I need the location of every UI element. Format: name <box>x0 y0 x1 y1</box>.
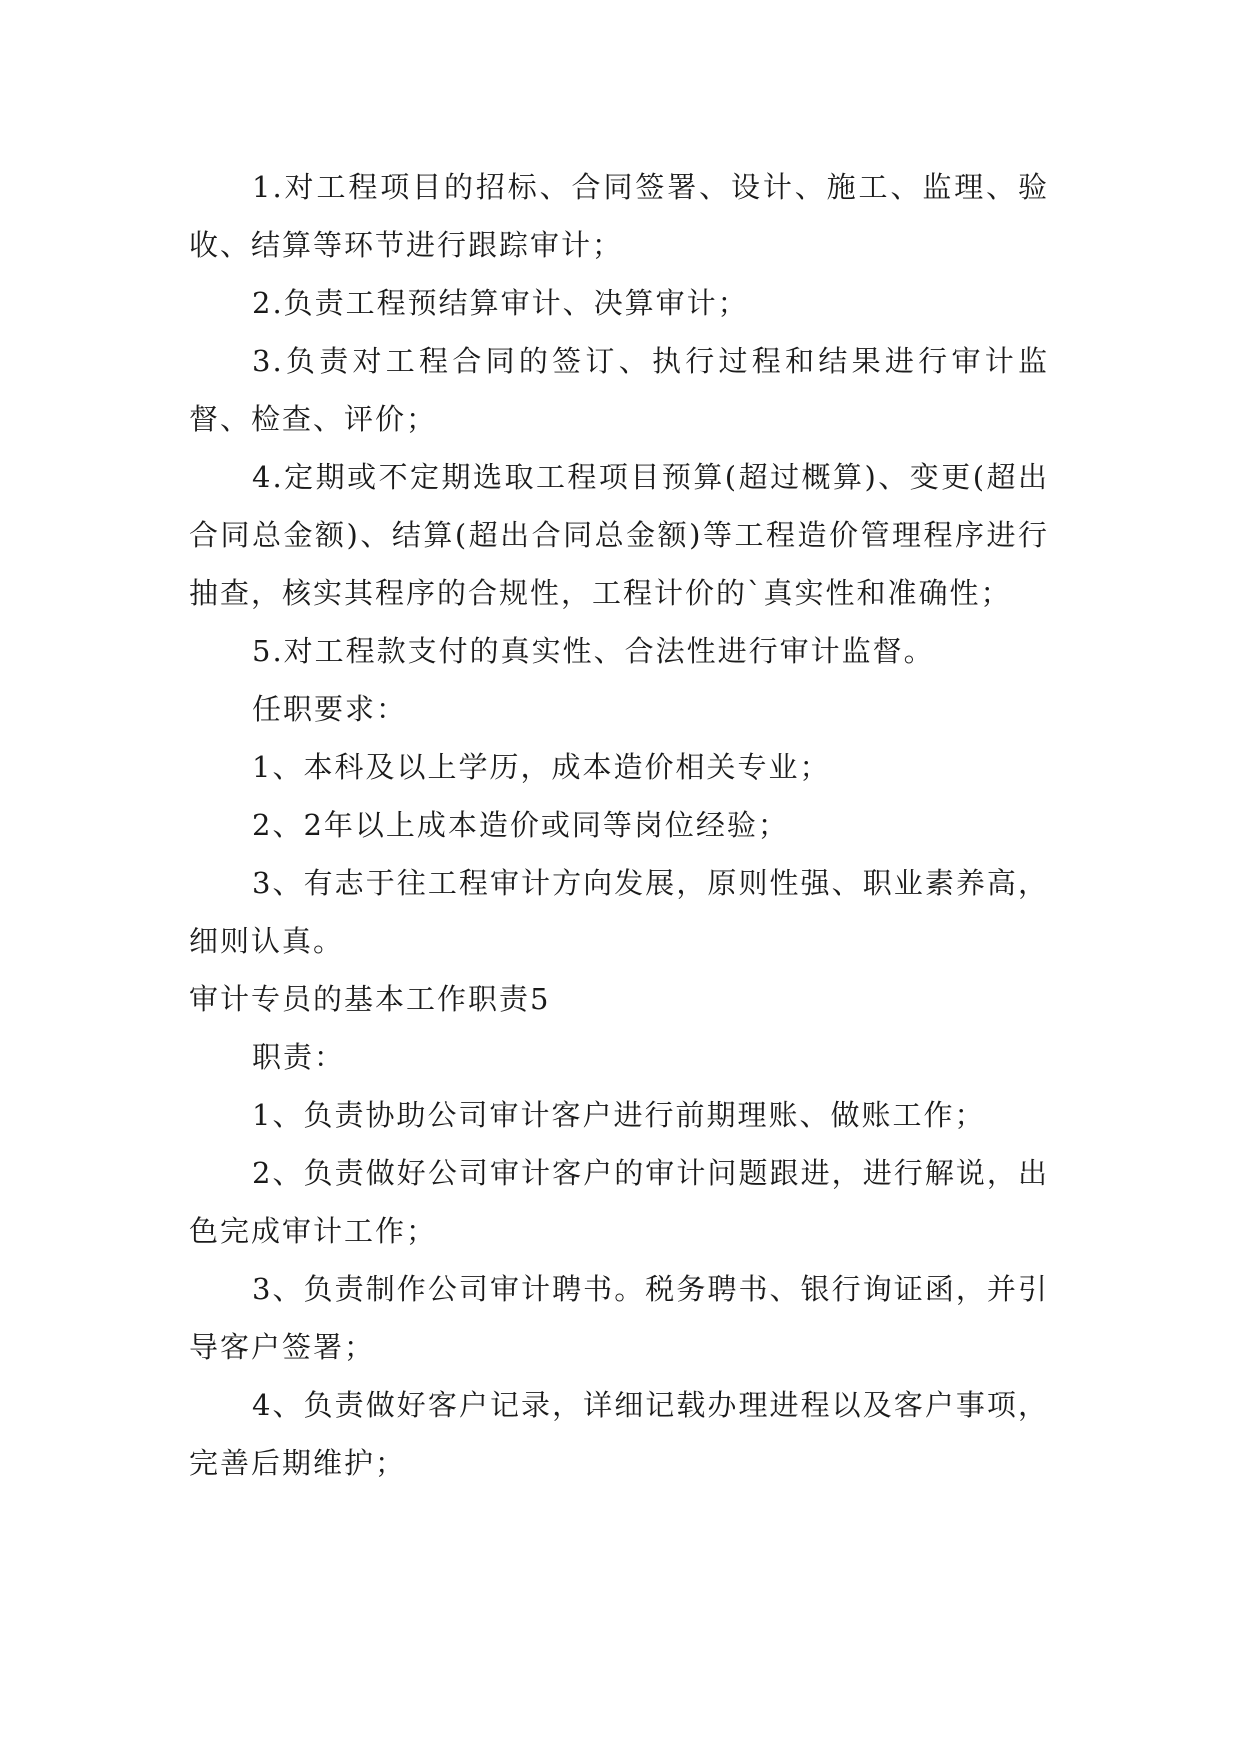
duty-item-1: 1.对工程项目的招标、合同签署、设计、施工、监理、验收、结算等环节进行跟踪审计； <box>189 170 1049 262</box>
requirement-item-2: 2、2年以上成本造价或同等岗位经验； <box>252 808 789 842</box>
duty-item-8: 3、负责制作公司审计聘书。税务聘书、银行询证函，并引导客户签署； <box>189 1272 1049 1364</box>
duty-item-2: 2.负责工程预结算审计、决算审计； <box>252 286 749 320</box>
requirement-item-3: 3、有志于往工程审计方向发展，原则性强、职业素养高，细则认真。 <box>189 866 1049 958</box>
document-body <box>189 158 1049 1492</box>
duties-label: 职责： <box>252 1040 346 1074</box>
duty-item-3: 3.负责对工程合同的签订、执行过程和结果进行审计监督、检查、评价； <box>189 344 1049 436</box>
duty-item-7: 2、负责做好公司审计客户的审计问题跟进，进行解说，出色完成审计工作； <box>189 1156 1049 1248</box>
duty-item-5: 5.对工程款支付的真实性、合法性进行审计监督。 <box>252 634 935 668</box>
requirements-label: 任职要求： <box>252 692 408 726</box>
requirement-item-1: 1、本科及以上学历，成本造价相关专业； <box>252 750 831 784</box>
duty-item-4: 4.定期或不定期选取工程项目预算(超过概算)、变更(超出合同总金额)、结算(超出合同总金额)等工程造价管理程序进行抽查，核实其程序的合规性，工程计价的`真实性和准确性； <box>189 460 1049 610</box>
duty-item-6: 1、负责协助公司审计客户进行前期理账、做账工作； <box>252 1098 986 1132</box>
section-heading: 审计专员的基本工作职责5 <box>189 982 551 1016</box>
duty-item-9: 4、负责做好客户记录，详细记载办理进程以及客户事项，完善后期维护； <box>189 1388 1049 1480</box>
